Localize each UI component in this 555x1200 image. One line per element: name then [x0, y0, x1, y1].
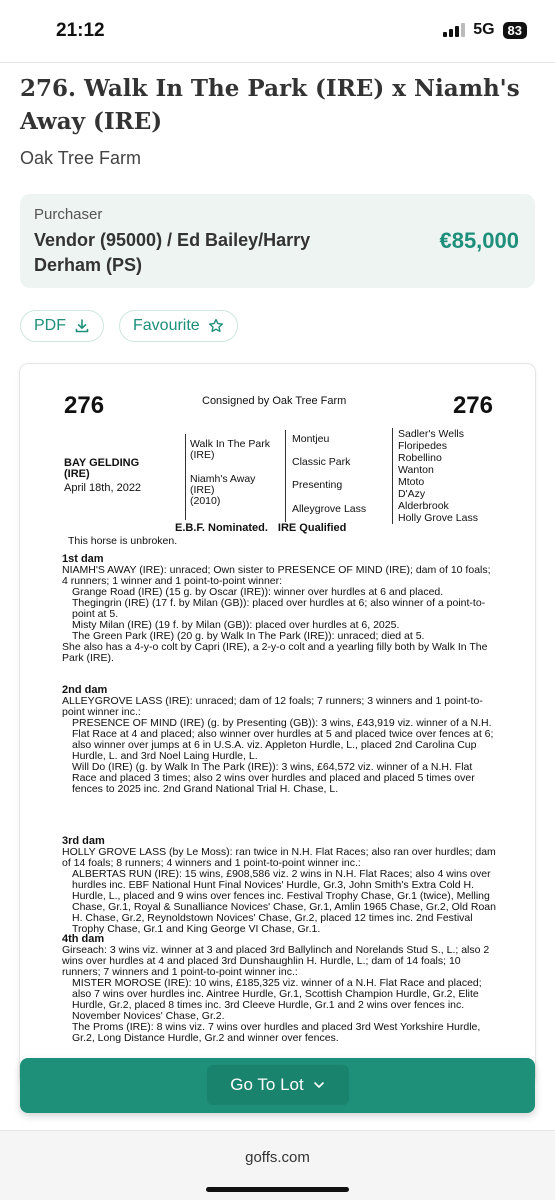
sire-origin: (IRE) [190, 449, 215, 461]
progeny-line: She also has a 4-y-o colt by Capri (IRE), a 2-y-o colt and a yearling filly both by Walk In The Park (IRE). [62, 641, 488, 664]
pdf-label: PDF [34, 317, 66, 334]
progeny-line: PRESENCE OF MIND (IRE) (g. by Presenting (GB)): 3 wins, £43,919 viz. winner of a N.H. Flat Race at 4 and placed; also winner over hurdles at 5 and placed twice over fences at 6; also winner over jumps at 6 in U.S.A. viz. Appleton Hurdle, L., placed 2nd Carolina Cup Hurdle, L. and 3rd Noel Laing Hurdle, L. [72, 717, 494, 762]
download-icon [74, 318, 90, 334]
grandparent: Classic Park [292, 456, 351, 468]
great-grandparent: Alderbrook [398, 500, 449, 512]
dam-summary: NIAMH'S AWAY (IRE): unraced; Own sister to PRESENCE OF MIND (IRE); dam of 10 foals; 4 runners; 1 winner and 1 point-to-point winner: [62, 564, 491, 587]
address-bar-url[interactable]: goffs.com [245, 1149, 310, 1166]
progeny-line: MISTER MOROSE (IRE): 10 wins, £185,325 viz. winner of a N.H. Flat Race and placed; also 7 wins over hurdles inc. Aintree Hurdle, Gr.1, Scottish Champion Hurdle, Gr.2, Elite Hurdle, Gr.2, placed 8 times inc. 3rd Cleeve Hurdle, Gr.1 and 2 wins over fences inc. November Novices' Chase, Gr.2. [72, 977, 482, 1022]
vendor-name: Oak Tree Farm [20, 148, 142, 168]
sire [190, 439, 270, 461]
great-grandparent: Mtoto [398, 476, 425, 488]
dam [190, 474, 255, 507]
purchaser-card [20, 194, 535, 288]
progeny-line: The Proms (IRE): 8 wins viz. 7 wins over hurdles and placed 3rd West Yorkshire Hurdle, Gr.2, Long Distance Hurdle, Gr.2 and winner over fences. [72, 1021, 481, 1044]
pdf-button[interactable] [20, 310, 104, 342]
consignor-line: Consigned by Oak Tree Farm [202, 395, 347, 407]
status-time: 21:12 [56, 20, 105, 41]
header-divider [0, 62, 555, 63]
fourth-dam-section [62, 934, 497, 1044]
great-grandparent: Robellino [398, 452, 442, 464]
sire-name: Walk In The Park [190, 438, 270, 450]
ire-qualified: IRE Qualified [277, 522, 347, 534]
dam-name: Niamh's Away [190, 473, 256, 485]
go-to-lot-bar [20, 1058, 535, 1113]
pedigree-grandparents [285, 430, 385, 522]
purchaser-name: Vendor (95000) / Ed Bailey/Harry Derham (PS) [34, 230, 311, 275]
second-dam-section [62, 685, 497, 795]
purchaser-label: Purchaser [34, 206, 103, 223]
unbroken-note: This horse is unbroken. [68, 535, 178, 547]
signal-icon [443, 23, 465, 37]
great-grandparent: Sadler's Wells [398, 428, 464, 440]
section-heading: 3rd dam [62, 835, 105, 847]
dam-summary: ALLEYGROVE LASS (IRE): unraced; dam of 12 foals; 7 runners; 3 winners and 1 point-to-point winner inc.: [62, 695, 483, 718]
chevron-down-icon [312, 1078, 326, 1092]
sale-price: €85,000 [439, 228, 519, 253]
catalogue-page[interactable] [20, 364, 535, 1084]
favourite-button[interactable] [119, 310, 238, 342]
dam-year: (2010) [190, 495, 221, 507]
horse-description [64, 458, 139, 480]
section-heading: 2nd dam [62, 684, 108, 696]
progeny-line: Misty Milan (IRE) (19 f. by Milan (GB)): placed over hurdles at 6, 2025. [72, 619, 400, 631]
great-grandparent: Floripedes [398, 440, 448, 452]
lot-title: 276. Walk In The Park (IRE) x Niamh's Away (IRE) [20, 75, 520, 135]
lot-number-left: 276 [64, 392, 105, 419]
browser-footer [0, 1130, 555, 1200]
lot-number-right: 276 [452, 392, 493, 419]
horse-sex: BAY GELDING [64, 457, 140, 469]
third-dam-section [62, 836, 497, 935]
network-label: 5G [473, 21, 495, 38]
progeny-line: ALBERTAS RUN (IRE): 15 wins, £908,586 viz. 2 wins in N.H. Flat Races; also 4 wins over hurdles inc. EBF National Hunt Final Novices' Hurdle, Gr.3, John Smith's Extra Cold H. Hurdle, L., placed and 9 wins over fences inc. Festival Trophy Chase, Gr.1 (twice), Melling Chase, Gr.1, Royal & Sunalliance Novices' Chase, Gr.1, Amlin 1965 Chase, Gr.2, Old Roan H. Chase, Gr.2, Reynoldstown Novices' Chase, Gr.2, placed 12 times inc. 2nd Festival Trophy Chase, Gr.1 and King George VI Chase, Gr.1. [72, 868, 496, 935]
section-heading: 1st dam [62, 553, 104, 565]
horse-dob: April 18th, 2022 [64, 482, 142, 494]
battery-icon: 83 [503, 22, 527, 39]
great-grandparent: Holly Grove Lass [398, 512, 478, 524]
first-dam-section [62, 554, 497, 664]
horse-origin: (IRE) [64, 468, 90, 480]
home-indicator[interactable] [206, 1187, 349, 1192]
progeny-line: Will Do (IRE) (g. by Walk In The Park (IRE)): 3 wins, £64,572 viz. winner of a N.H. Flat Race and placed 3 times; also 2 wins over hurdles and placed and placed 5 times over fences to 2025 inc. 2nd Grand National Trial H. Chase, L. [72, 761, 475, 795]
grandparent: Montjeu [292, 433, 330, 445]
dam-summary: Girseach: 3 wins viz. winner at 3 and placed 3rd Ballylinch and Norelands Stud S., L.; also 2 wins over hurdles at 4 and placed 3rd Dunshaughlin H. Hurdle, L.; dam of 14 foals; 10 runners; 7 winners and 1 point-to-point winner inc.: [62, 944, 490, 978]
dam-origin: (IRE) [190, 484, 215, 496]
pedigree-parents [185, 434, 285, 520]
great-grandparent: D'Azy [398, 488, 426, 500]
progeny-line: Thegingrin (IRE) (17 f. by Milan (GB)): placed over hurdles at 6; also winner of a point-to-point at 5. [72, 597, 486, 620]
status-bar [0, 0, 555, 62]
eligibility-line [175, 522, 346, 534]
favourite-label: Favourite [133, 317, 200, 334]
pedigree-great-grandparents [392, 428, 502, 524]
go-to-lot-button[interactable] [207, 1065, 349, 1105]
status-icons [443, 21, 527, 39]
ebf-nominated: E.B.F. Nominated. [175, 522, 268, 534]
section-heading: 4th dam [62, 933, 105, 945]
great-grandparent: Wanton [398, 464, 434, 476]
dam-summary: HOLLY GROVE LASS (by Le Moss): ran twice in N.H. Flat Races; also ran over hurdles; dam of 14 foals; 8 runners; 4 winners and 1 point-to-point winner inc.: [62, 846, 496, 869]
star-icon [208, 318, 224, 334]
grandparent: Presenting [292, 479, 343, 491]
progeny-line: Grange Road (IRE) (15 g. by Oscar (IRE)): winner over hurdles at 6 and placed. [72, 586, 444, 598]
progeny-line: The Green Park (IRE) (20 g. by Walk In The Park (IRE)): unraced; died at 5. [72, 630, 425, 642]
grandparent: Alleygrove Lass [292, 503, 367, 515]
go-to-lot-label: Go To Lot [230, 1075, 304, 1094]
